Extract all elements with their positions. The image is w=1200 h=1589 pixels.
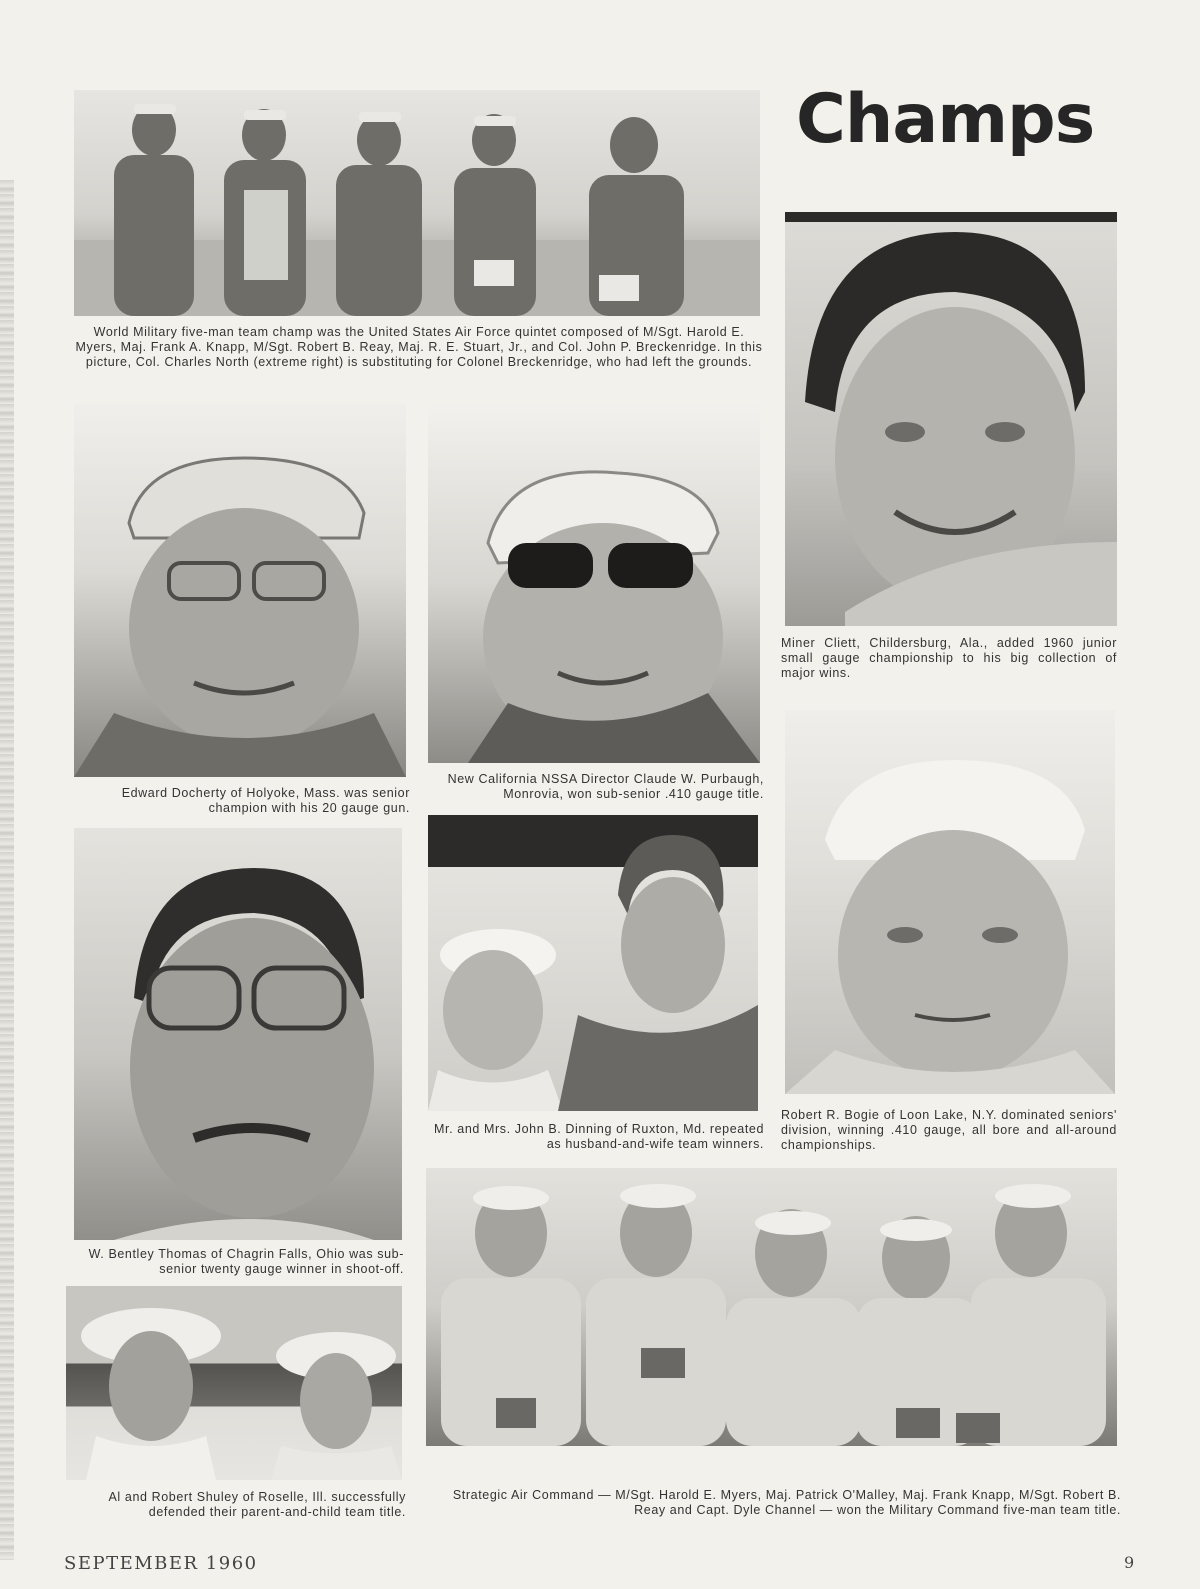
photo-shuley-father-son xyxy=(66,1286,402,1480)
photo-air-force-team xyxy=(74,90,760,316)
caption-bentley-thomas: W. Bentley Thomas of Chagrin Falls, Ohio was sub-senior twenty gauge winner in shoot-off. xyxy=(88,1247,404,1276)
caption-strategic-air-command-team: Strategic Air Command — M/Sgt. Harold E. Myers, Maj. Patrick O'Malley, Maj. Frank Knapp, M/Sgt. Robert B. Reay and Capt. Dyle Channel — won the Military Command five-man team title. xyxy=(452,1488,1121,1517)
footer-issue-date: SEPTEMBER 1960 xyxy=(64,1553,258,1574)
caption-shuley-father-son: Al and Robert Shuley of Roselle, Ill. successfully defended their parent-and-child team title. xyxy=(108,1490,406,1519)
caption-dinning-couple: Mr. and Mrs. John B. Dinning of Ruxton, Md. repeated as husband-and-wife team winners. xyxy=(434,1122,764,1151)
photo-strategic-air-command-team xyxy=(426,1168,1117,1446)
caption-robert-bogie: Robert R. Bogie of Loon Lake, N.Y. dominated seniors' division, winning .410 gauge, all bore and all-around championships. xyxy=(781,1108,1117,1152)
photo-claude-purbaugh xyxy=(428,403,760,763)
caption-miner-cliett: Miner Cliett, Childersburg, Ala., added 1960 junior small gauge championship to his big collection of major wins. xyxy=(781,636,1117,680)
caption-claude-purbaugh: New California NSSA Director Claude W. Purbaugh, Monrovia, won sub-senior .410 gauge title. xyxy=(447,772,764,801)
photo-bentley-thomas xyxy=(74,828,402,1240)
photo-robert-bogie xyxy=(785,710,1115,1094)
page-title: Champs xyxy=(796,80,1095,159)
photo-edward-docherty xyxy=(74,403,406,777)
adjacent-page-edge xyxy=(0,180,14,1560)
caption-air-force-team: World Military five-man team champ was the United States Air Force quintet composed of M/Sgt. Harold E. Myers, Maj. Frank A. Knapp, M/Sgt. Robert B. Reay, Maj. R. E. Stuart, Jr., and Col. John P. Breckenridge. In this picture, Col. Charles North (extreme right) is substituting for Colonel Breckenridge, who had left the grounds. xyxy=(75,325,763,369)
page-number: 9 xyxy=(1124,1553,1135,1572)
photo-dinning-couple xyxy=(428,815,758,1111)
photo-miner-cliett xyxy=(785,212,1117,626)
caption-edward-docherty: Edward Docherty of Holyoke, Mass. was senior champion with his 20 gauge gun. xyxy=(121,786,410,815)
